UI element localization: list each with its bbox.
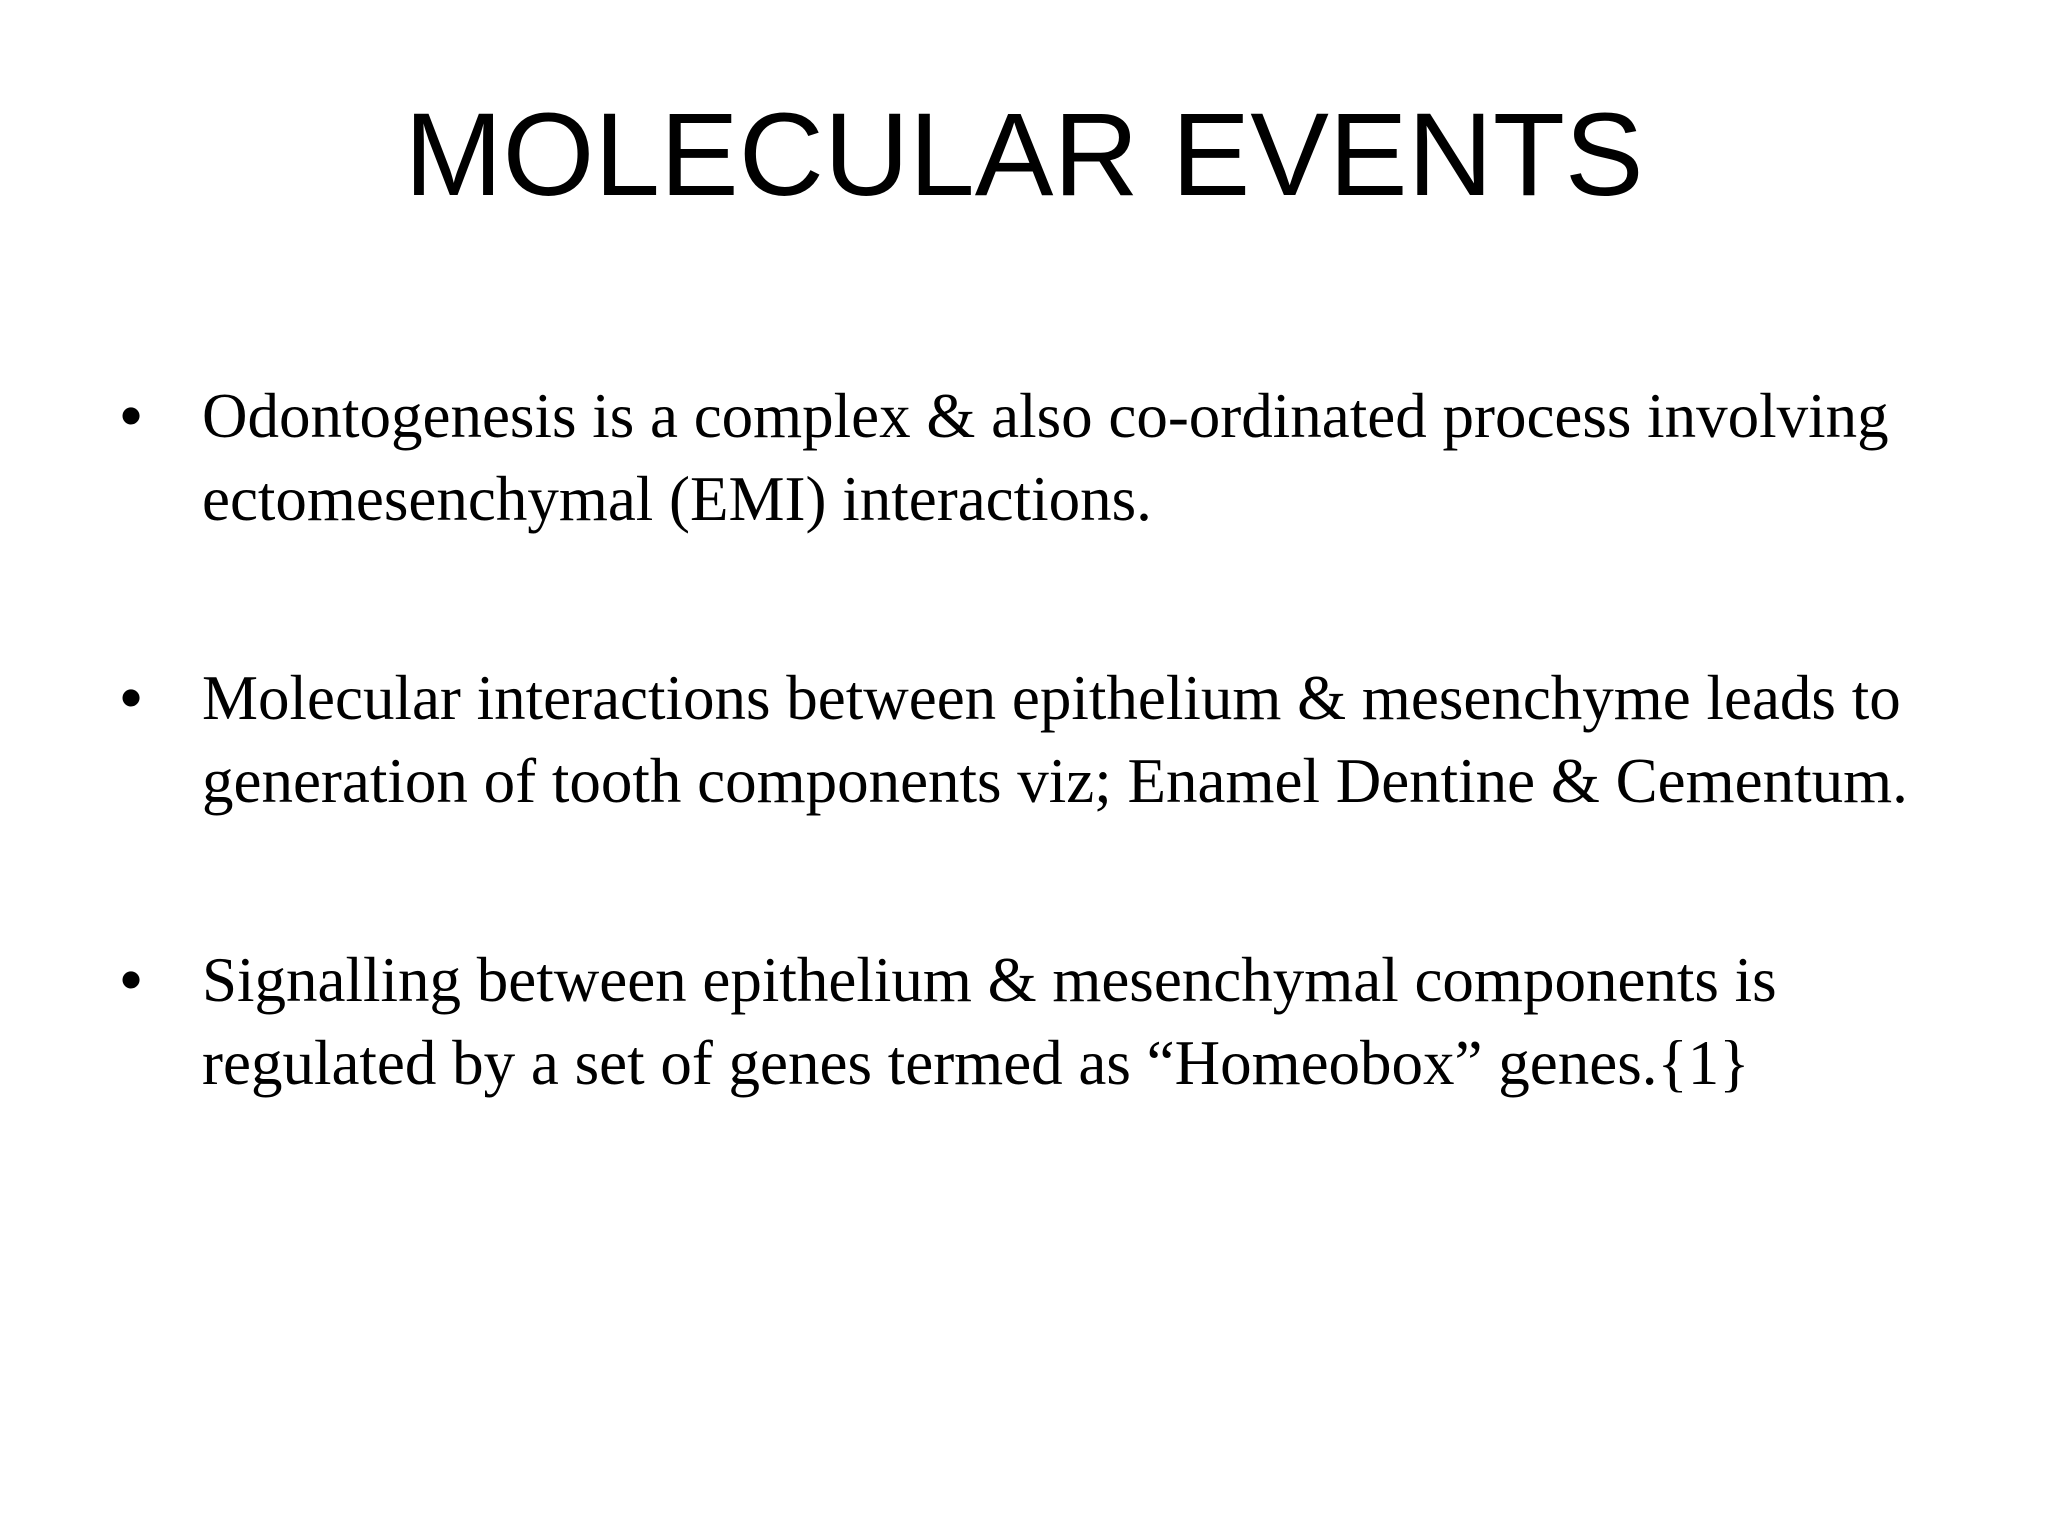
bullet-text: Signalling between epithelium & mesenchymal components is regulated by a set of genes termed as “Homeobox” genes.{1} [202, 945, 1777, 1098]
bullet-list [0, 375, 2048, 1221]
bullet-item-molecular-interactions [0, 657, 1942, 823]
bullet-item-signalling [0, 939, 1942, 1105]
bullet-icon: • [120, 663, 143, 733]
bullet-icon: • [120, 381, 143, 451]
bullet-icon: • [120, 945, 143, 1015]
bullet-item-odontogenesis [0, 375, 1942, 541]
bullet-text: Odontogenesis is a complex & also co-ordinated process involving ectomesenchymal (EMI) interactions. [202, 381, 1889, 534]
slide-title: MOLECULAR EVENTS [404, 89, 1644, 221]
bullet-text: Molecular interactions between epithelium & mesenchyme leads to generation of tooth components viz; Enamel Dentine & Cementum. [202, 663, 1908, 816]
